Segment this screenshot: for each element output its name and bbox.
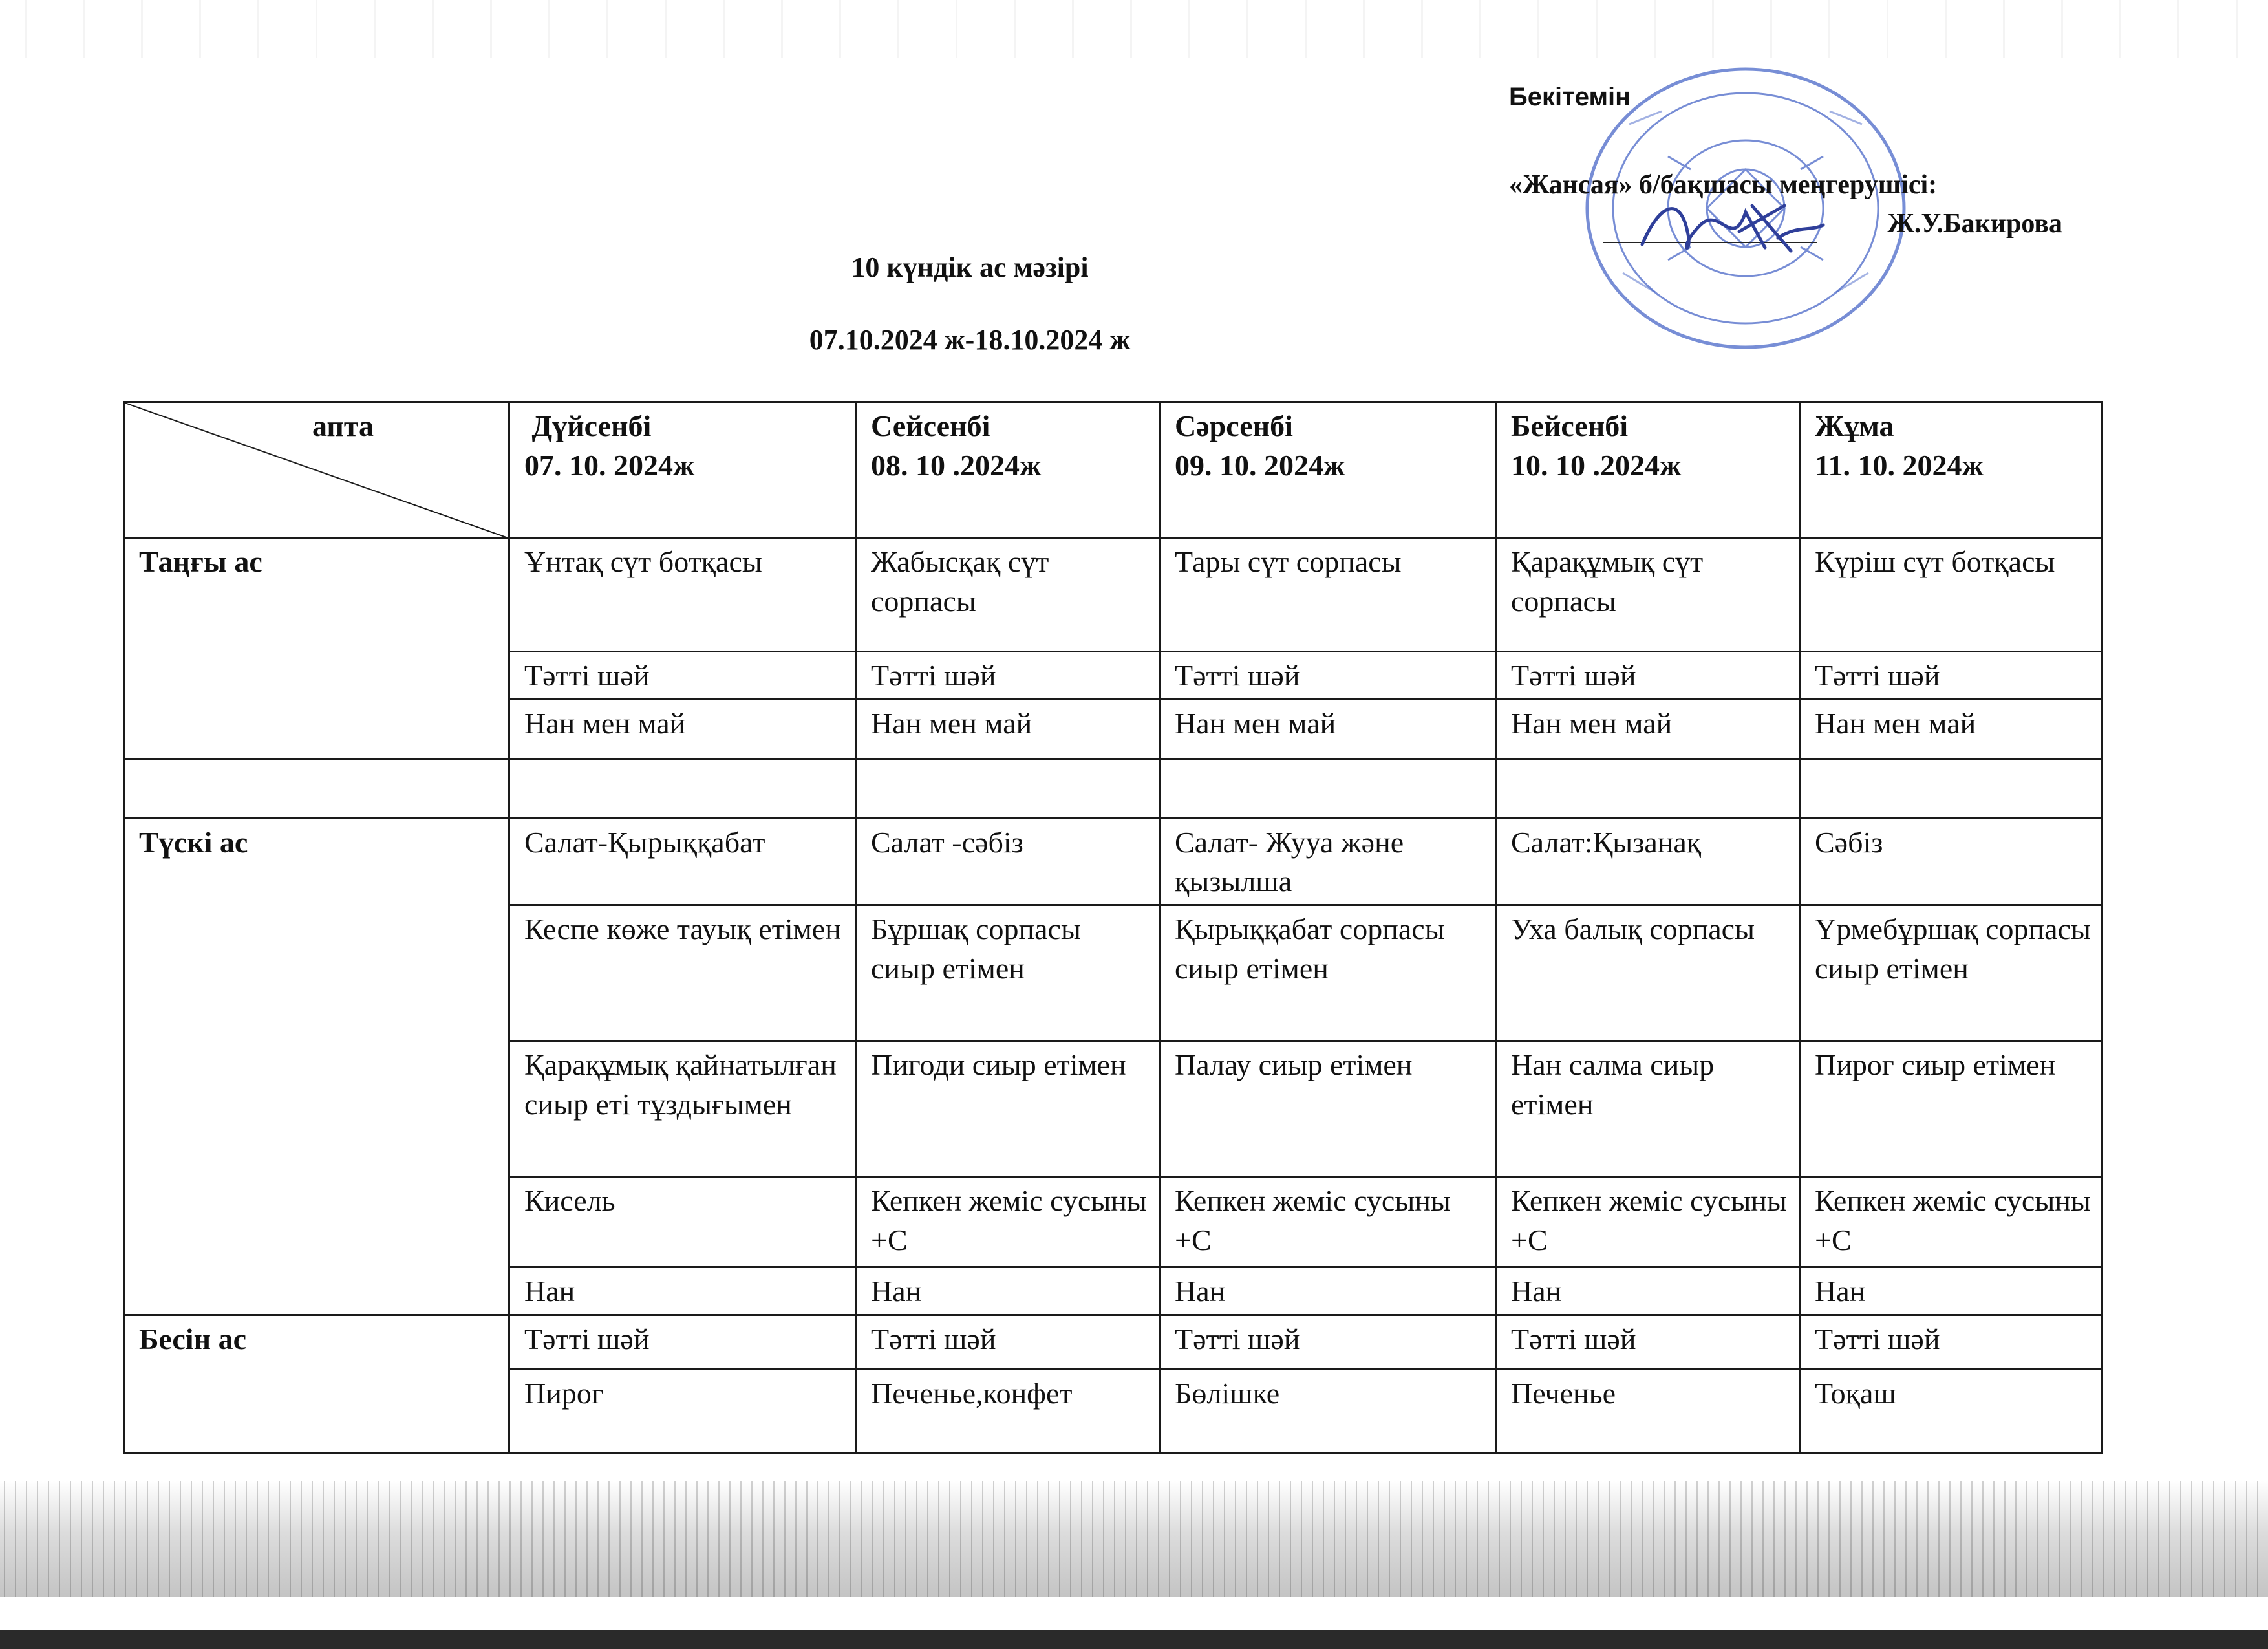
menu-cell: Кепкен жеміс сусыны +С xyxy=(856,1177,1160,1267)
day-header xyxy=(509,402,856,538)
table-row xyxy=(124,538,2102,652)
menu-title: 10 күндік ас мәзірі xyxy=(851,252,1089,283)
meal-label-snack: Бесін ас xyxy=(124,1315,509,1453)
menu-cell: Тәтті шәй xyxy=(509,1315,856,1369)
day-name: Сәрсенбі xyxy=(1175,409,1293,442)
menu-cell: Тәтті шәй xyxy=(1160,1315,1496,1369)
menu-cell: Бұршақ сорпасы сиыр етімен xyxy=(856,905,1160,1041)
day-header xyxy=(1496,402,1800,538)
menu-cell: Жабысқақ сүт сорпасы xyxy=(856,538,1160,652)
menu-cell: Пирог сиыр етімен xyxy=(1800,1041,2102,1177)
menu-cell: Нан мен май xyxy=(509,699,856,759)
menu-cell: Нан мен май xyxy=(1160,699,1496,759)
menu-cell: Нан xyxy=(1800,1267,2102,1315)
menu-cell: Пирог xyxy=(509,1369,856,1453)
day-header xyxy=(1800,402,2102,538)
menu-cell: Кепкен жеміс сусыны +С xyxy=(1496,1177,1800,1267)
menu-cell: Тәтті шәй xyxy=(856,652,1160,700)
empty-cell xyxy=(509,759,856,818)
menu-cell: Салат-Қырыққабат xyxy=(509,818,856,905)
empty-cell xyxy=(1496,759,1800,818)
day-date: 08. 10 .2024ж xyxy=(871,448,1042,482)
menu-cell: Күріш сүт ботқасы xyxy=(1800,538,2102,652)
scan-noise-top xyxy=(0,0,2268,58)
menu-cell: Нан xyxy=(1160,1267,1496,1315)
menu-cell: Тәтті шәй xyxy=(1496,652,1800,700)
menu-cell: Тәтті шәй xyxy=(856,1315,1160,1369)
menu-cell: Нан мен май xyxy=(1800,699,2102,759)
menu-period: 07.10.2024 ж-18.10.2024 ж xyxy=(809,324,1131,356)
menu-cell: Қарақұмық қайнатылған сиыр еті тұздығымен xyxy=(509,1041,856,1177)
menu-cell: Кеспе көже тауық етімен xyxy=(509,905,856,1041)
corner-cell xyxy=(124,402,509,538)
table-row xyxy=(124,818,2102,905)
menu-cell: Уха балық сорпасы xyxy=(1496,905,1800,1041)
menu-cell: Сәбіз xyxy=(1800,818,2102,905)
menu-table xyxy=(123,401,2103,1454)
empty-cell xyxy=(1800,759,2102,818)
menu-cell: Печенье xyxy=(1496,1369,1800,1453)
meal-label-lunch: Түскі ас xyxy=(124,818,509,1315)
empty-cell xyxy=(124,759,509,818)
approval-name: Ж.У.Бакирова xyxy=(1887,209,2062,239)
menu-cell: Салат:Қызанақ xyxy=(1496,818,1800,905)
menu-cell: Қарақұмық сүт сорпасы xyxy=(1496,538,1800,652)
menu-cell: Палау сиыр етімен xyxy=(1160,1041,1496,1177)
handwritten-signature xyxy=(1636,186,1830,264)
menu-cell: Нан салма сиыр етімен xyxy=(1496,1041,1800,1177)
menu-cell: Нан xyxy=(509,1267,856,1315)
approval-label: Бекітемін xyxy=(1509,83,1631,111)
menu-cell: Тәтті шәй xyxy=(1496,1315,1800,1369)
menu-cell: Печенье,конфет xyxy=(856,1369,1160,1453)
menu-cell: Нан мен май xyxy=(856,699,1160,759)
day-name: Жұма xyxy=(1815,409,1894,442)
menu-cell: Пигоди сиыр етімен xyxy=(856,1041,1160,1177)
menu-cell: Үрмебұршақ сорпасы сиыр етімен xyxy=(1800,905,2102,1041)
menu-cell: Тәтті шәй xyxy=(1800,652,2102,700)
menu-cell: Тары сүт сорпасы xyxy=(1160,538,1496,652)
table-header-row xyxy=(124,402,2102,538)
corner-label: апта xyxy=(312,409,374,442)
day-date: 10. 10 .2024ж xyxy=(1511,448,1682,482)
menu-cell: Бөлішке xyxy=(1160,1369,1496,1453)
menu-cell: Кепкен жеміс сусыны +С xyxy=(1800,1177,2102,1267)
menu-cell: Қырыққабат сорпасы сиыр етімен xyxy=(1160,905,1496,1041)
empty-cell xyxy=(856,759,1160,818)
day-date: 09. 10. 2024ж xyxy=(1175,448,1345,482)
menu-cell: Тоқаш xyxy=(1800,1369,2102,1453)
menu-cell: Нан xyxy=(856,1267,1160,1315)
day-date: 11. 10. 2024ж xyxy=(1815,448,1984,482)
day-name: Сейсенбі xyxy=(871,409,990,442)
meal-label-breakfast: Таңғы ас xyxy=(124,538,509,759)
table-row xyxy=(124,1315,2102,1369)
approval-role: «Жансая» б/бақшасы меңгерушісі: xyxy=(1509,170,1938,200)
menu-cell: Салат- Жууа және қызылша xyxy=(1160,818,1496,905)
day-header xyxy=(1160,402,1496,538)
menu-cell: Тәтті шәй xyxy=(509,652,856,700)
menu-cell: Салат -сәбіз xyxy=(856,818,1160,905)
scan-edge xyxy=(0,1630,2268,1649)
empty-row xyxy=(124,759,2102,818)
day-name: Бейсенбі xyxy=(1511,409,1629,442)
day-date: 07. 10. 2024ж xyxy=(524,448,695,482)
empty-cell xyxy=(1160,759,1496,818)
menu-cell: Кепкен жеміс сусыны +С xyxy=(1160,1177,1496,1267)
day-name: Дүйсенбі xyxy=(531,409,652,442)
menu-cell: Нан xyxy=(1496,1267,1800,1315)
day-header xyxy=(856,402,1160,538)
menu-cell: Кисель xyxy=(509,1177,856,1267)
scan-noise-bottom xyxy=(0,1481,2268,1597)
menu-cell: Тәтті шәй xyxy=(1160,652,1496,700)
menu-cell: Ұнтақ сүт ботқасы xyxy=(509,538,856,652)
menu-cell: Нан мен май xyxy=(1496,699,1800,759)
menu-cell: Тәтті шәй xyxy=(1800,1315,2102,1369)
